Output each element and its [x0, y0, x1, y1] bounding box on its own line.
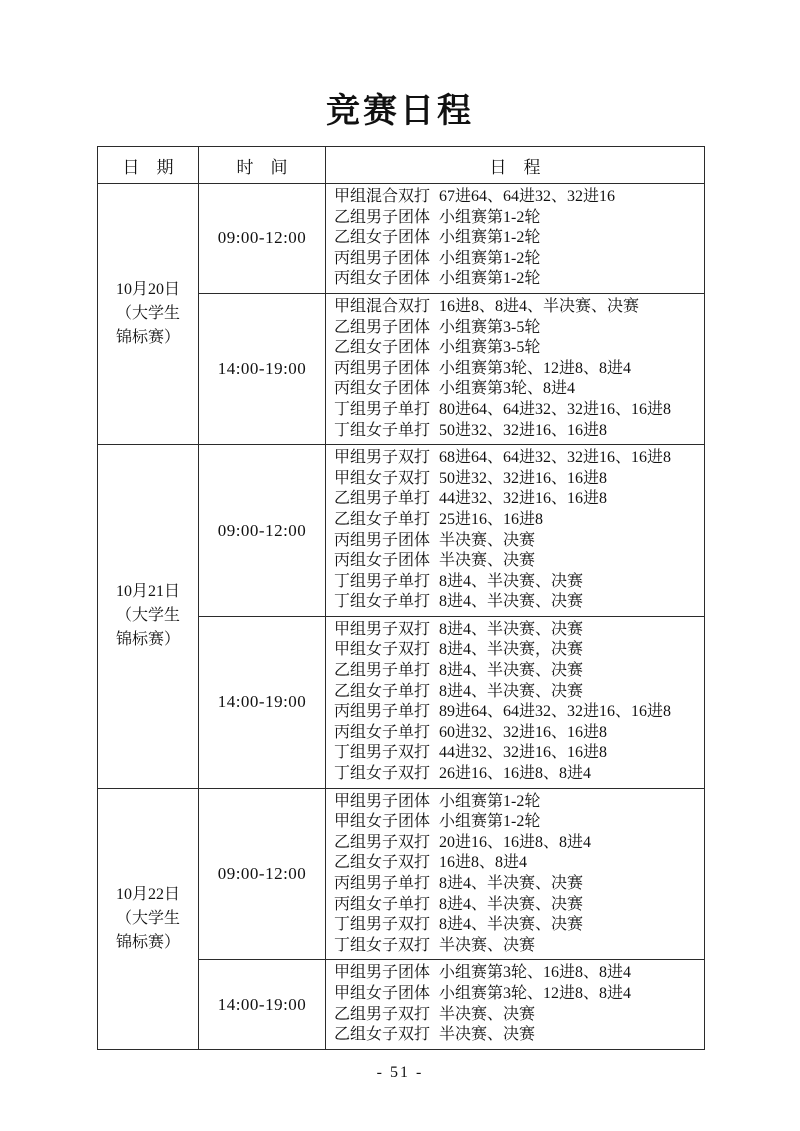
- event-line: 丁组女子双打 26进16、16进8、8进4: [334, 765, 592, 783]
- event-line: 乙组女子团体 小组赛第3-5轮: [334, 339, 541, 357]
- col-header-time: 时 间: [199, 147, 326, 184]
- event-line: 甲组女子团体 小组赛第3轮、12进8、8进4: [334, 984, 632, 1002]
- events-cell: [326, 616, 705, 788]
- date-line: （大学生: [115, 909, 180, 927]
- date-line: 10月22日: [115, 885, 180, 903]
- schedule-row: [98, 445, 705, 617]
- schedule-table: [97, 146, 705, 1050]
- event-line: 丁组男子单打 80进64、64进32、32进16、16进8: [334, 400, 672, 418]
- event-line: 丙组女子团体 小组赛第3轮、8进4: [334, 380, 576, 398]
- event-line: 乙组女子双打 半决赛、决赛: [334, 1026, 536, 1044]
- time-cell: 09:00-12:00: [199, 445, 326, 617]
- event-line: 乙组男子双打 半决赛、决赛: [334, 1005, 536, 1023]
- event-line: 丙组男子单打 89进64、64进32、32进16、16进8: [334, 703, 672, 721]
- events-cell: [326, 960, 705, 1049]
- events-cell: [326, 445, 705, 617]
- schedule-row: [98, 184, 705, 294]
- event-line: 丙组女子团体 小组赛第1-2轮: [334, 270, 541, 288]
- time-cell: 14:00-19:00: [199, 960, 326, 1049]
- event-line: 丁组女子单打 50进32、32进16、16进8: [334, 421, 608, 439]
- event-line: 甲组女子团体 小组赛第1-2轮: [334, 813, 541, 831]
- event-line: 丙组男子团体 半决赛、决赛: [334, 531, 536, 549]
- schedule-row: [98, 788, 705, 960]
- event-line: 丁组女子单打 8进4、半决赛、决赛: [334, 593, 584, 611]
- col-header-date: 日 期: [98, 147, 199, 184]
- event-line: 甲组男子双打 68进64、64进32、32进16、16进8: [334, 449, 672, 467]
- event-line: 乙组女子单打 25进16、16进8: [334, 510, 544, 528]
- date-cell: [98, 445, 199, 789]
- time-cell: 14:00-19:00: [199, 616, 326, 788]
- event-line: 甲组男子双打 8进4、半决赛、决赛: [334, 620, 584, 638]
- events-cell: [326, 788, 705, 960]
- event-line: 甲组男子团体 小组赛第1-2轮: [334, 792, 541, 810]
- date-line: 10月21日: [115, 583, 180, 601]
- col-header-schedule: 日 程: [326, 147, 705, 184]
- event-line: 甲组女子双打 8进4、半决赛，决赛: [334, 641, 584, 659]
- event-line: 丙组男子团体 小组赛第1-2轮: [334, 249, 541, 267]
- time-cell: 14:00-19:00: [199, 293, 326, 444]
- event-line: 甲组混合双打 16进8、8进4、半决赛、决赛: [334, 297, 640, 315]
- event-line: 丁组男子双打 44进32、32进16、16进8: [334, 744, 608, 762]
- event-line: 丙组男子团体 小组赛第3轮、12进8、8进4: [334, 359, 632, 377]
- event-line: 丙组女子单打 60进32、32进16、16进8: [334, 723, 608, 741]
- event-line: 丁组女子双打 半决赛、决赛: [334, 936, 536, 954]
- event-line: 丙组男子单打 8进4、半决赛、决赛: [334, 875, 584, 892]
- event-line: 丙组女子单打 8进4、半决赛、决赛: [334, 895, 584, 913]
- event-line: 甲组男子团体 小组赛第3轮、16进8、8进4: [334, 964, 632, 982]
- date-line: （大学生: [115, 607, 180, 625]
- event-line: 乙组女子团体 小组赛第1-2轮: [334, 229, 541, 247]
- header-row: [98, 147, 705, 184]
- page-title: 竞赛日程: [326, 93, 474, 130]
- event-line: 乙组女子单打 8进4、半决赛、决赛: [334, 682, 584, 700]
- event-line: 丁组男子双打 8进4、半决赛、决赛: [334, 916, 584, 934]
- time-cell: 09:00-12:00: [199, 184, 326, 294]
- event-line: 丙组女子团体 半决赛、决赛: [334, 552, 536, 570]
- event-line: 乙组男子单打 44进32、32进16、16进8: [334, 490, 608, 508]
- event-line: 甲组女子双打 50进32、32进16、16进8: [334, 469, 608, 487]
- event-line: 乙组男子单打 8进4、半决赛、决赛: [334, 662, 584, 680]
- event-line: 乙组男子双打 20进16、16进8、8进4: [334, 833, 592, 851]
- event-line: 甲组混合双打 67进64、64进32、32进16: [334, 188, 616, 205]
- time-cell: 09:00-12:00: [199, 788, 326, 960]
- event-line: 乙组男子团体 小组赛第3-5轮: [334, 318, 541, 336]
- date-cell: [98, 184, 199, 445]
- page-number: - 51 -: [376, 1063, 424, 1081]
- date-line: 锦标赛）: [115, 631, 180, 649]
- date-line: （大学生: [115, 305, 180, 323]
- events-cell: [326, 184, 705, 294]
- events-cell: [326, 293, 705, 444]
- date-line: 10月20日: [115, 281, 180, 299]
- date-cell: [98, 788, 199, 1049]
- event-line: 乙组男子团体 小组赛第1-2轮: [334, 208, 541, 226]
- date-line: 锦标赛）: [115, 933, 180, 951]
- date-line: 锦标赛）: [115, 329, 180, 347]
- event-line: 乙组女子双打 16进8、8进4: [334, 854, 528, 872]
- event-line: 丁组男子单打 8进4、半决赛、决赛: [334, 572, 584, 590]
